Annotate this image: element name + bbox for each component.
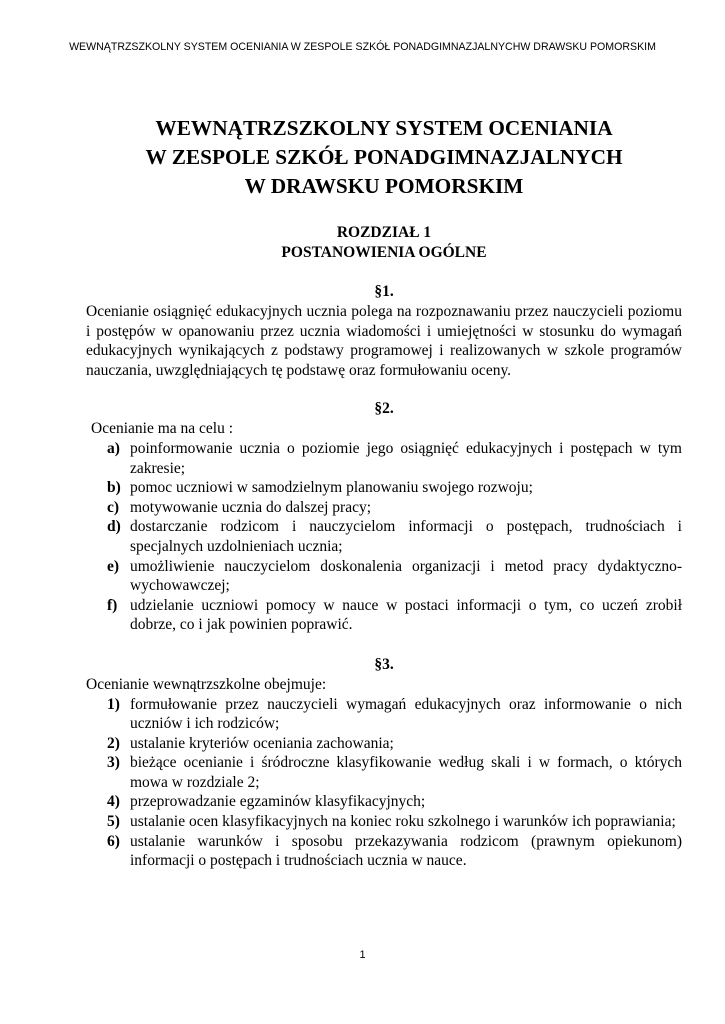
list-marker: c) — [107, 498, 120, 516]
document-title — [86, 114, 682, 201]
section-2-list — [86, 439, 682, 635]
list-item — [107, 439, 682, 478]
section-2-intro: Ocenianie ma na celu : — [91, 420, 234, 438]
section-1 — [86, 282, 682, 380]
title-line-2: W ZESPOLE SZKÓŁ PONADGIMNAZJALNYCH — [145, 145, 623, 169]
list-item — [107, 596, 682, 635]
page-number: 1 — [359, 949, 366, 961]
list-marker: 1) — [107, 695, 120, 713]
list-marker: d) — [107, 518, 121, 536]
section-2-heading: §2. — [374, 400, 394, 418]
title-line-3: W DRAWSKU POMORSKIM — [244, 174, 524, 198]
list-item-text: przeprowadzanie egzaminów klasyfikacyjnych; — [130, 793, 426, 811]
document-body — [86, 114, 682, 871]
section-1-text: Ocenianie osiągnięć edukacyjnych ucznia polega na rozpoznawaniu przez nauczycieli poziomu i postępów w opanowaniu przez ucznia wiadomości i umiejętności w stosunku do wymagań edukacyjnych wynikających z podstawy programowej i realizowanych w szkole programów nauczania, uwzględniających tę podstawę oraz formułowaniu oceny. — [86, 303, 682, 379]
list-marker: 3) — [107, 754, 120, 772]
list-item-text: motywowanie ucznia do dalszej pracy; — [130, 498, 372, 516]
section-3-list — [86, 695, 682, 871]
list-marker: b) — [107, 479, 121, 497]
list-marker: 5) — [107, 813, 120, 831]
list-marker: 2) — [107, 734, 120, 752]
list-item — [107, 557, 682, 596]
list-marker: e) — [107, 557, 120, 575]
list-item-text: ustalanie ocen klasyfikacyjnych na koniec roku szkolnego i warunków ich poprawiania; — [130, 813, 676, 831]
list-item-text: pomoc uczniowi w samodzielnym planowaniu swojego rozwoju; — [130, 479, 533, 497]
running-header: WEWNĄTRZSZKOLNY SYSTEM OCENIANIA W ZESPOLE SZKÓŁ PONADGIMNAZJALNYCHW DRAWSKU POMORSKIM — [69, 41, 656, 53]
list-item-text: udzielanie uczniowi pomocy w nauce w postaci informacji o tym, co uczeń zrobił dobrze, co i jak powinien poprawić. — [130, 596, 682, 634]
list-item-text: ustalanie kryteriów oceniania zachowania; — [130, 734, 394, 752]
list-marker: f) — [107, 596, 118, 614]
section-2 — [86, 399, 682, 635]
list-item — [107, 753, 682, 792]
title-line-1: WEWNĄTRZSZKOLNY SYSTEM OCENIANIA — [155, 116, 613, 140]
chapter-number: ROZDZIAŁ 1 — [336, 224, 432, 241]
list-item — [107, 478, 682, 498]
section-3 — [86, 655, 682, 871]
list-item — [107, 812, 682, 832]
list-item — [107, 695, 682, 734]
list-marker: a) — [107, 439, 120, 457]
list-item-text: dostarczanie rodzicom i nauczycielom informacji o postępach, trudnościach i specjalnych uzdolnieniach ucznia; — [130, 518, 682, 555]
list-item — [107, 792, 682, 812]
list-item — [107, 498, 682, 518]
section-3-heading: §3. — [374, 655, 394, 673]
section-3-intro: Ocenianie wewnątrzszkolne obejmuje: — [86, 675, 327, 693]
list-marker: 4) — [107, 793, 120, 811]
list-item-text: umożliwienie nauczycielom doskonalenia organizacji i metod pracy dydaktyczno-wychowawczej; — [130, 557, 682, 595]
section-1-heading: §1. — [374, 283, 394, 300]
list-item-text: formułowanie przez nauczycieli wymagań edukacyjnych oraz informowanie o nich uczniów i ich rodziców; — [130, 695, 682, 733]
chapter-heading — [86, 223, 682, 263]
list-marker: 6) — [107, 832, 120, 850]
list-item-text: poinformowanie ucznia o poziomie jego osiągnięć edukacyjnych i postępach w tym zakresie; — [130, 439, 682, 477]
chapter-name: POSTANOWIENIA OGÓLNE — [281, 244, 487, 261]
list-item — [107, 517, 682, 556]
list-item-text: ustalanie warunków i sposobu przekazywania rodzicom (prawnym opiekunom) informacji o postępach i trudnościach ucznia w nauce. — [130, 832, 682, 870]
list-item — [107, 734, 682, 754]
list-item — [107, 832, 682, 871]
list-item-text: bieżące ocenianie i śródroczne klasyfikowanie według skali i w formach, o których mowa w rozdziale 2; — [130, 754, 682, 791]
